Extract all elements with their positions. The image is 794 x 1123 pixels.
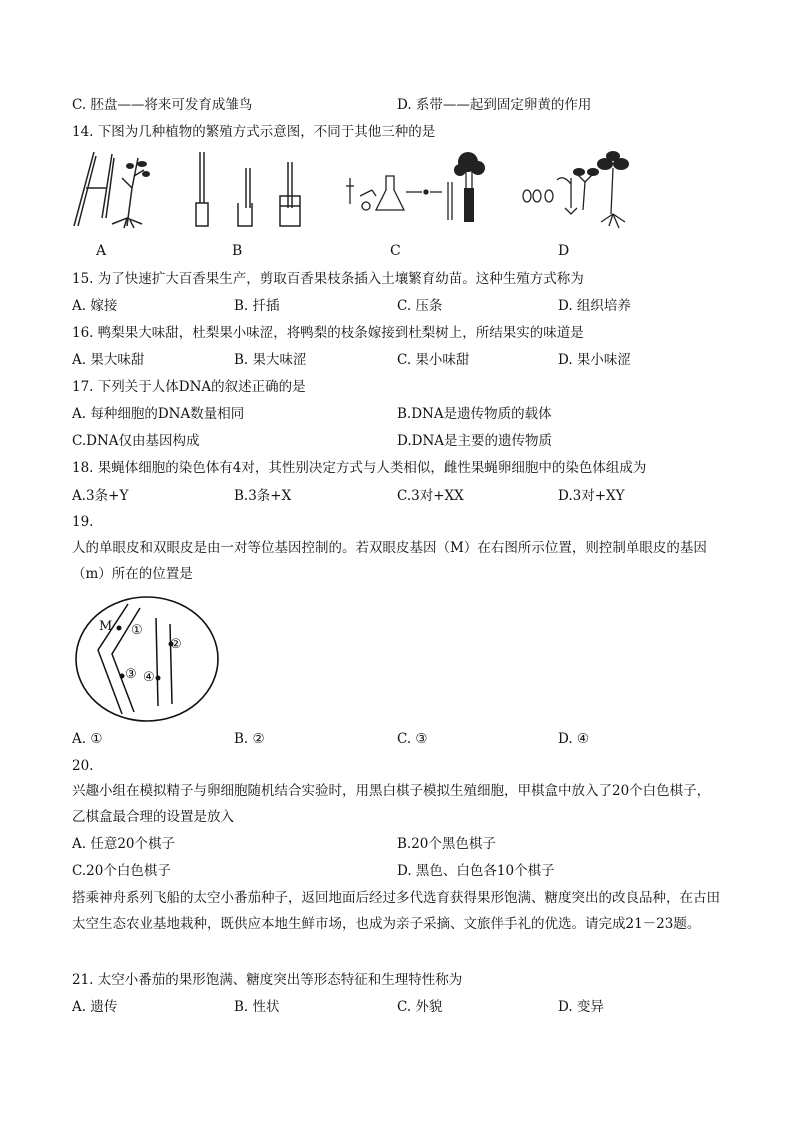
q21-option-b: B. 性状 [234, 999, 280, 1015]
q19-option-c: C. ③ [397, 731, 428, 747]
q14-figure-b [188, 148, 308, 230]
q16-stem: 16. 鸭梨果大味甜，杜梨果小味涩，将鸭梨的枝条嫁接到杜梨树上，所结果实的味道是 [72, 325, 584, 341]
q20-stem: 兴趣小组在模拟精子与卵细胞随机结合实验时，用黑白棋子模拟生殖细胞，甲棋盒中放入了20个白色棋子，乙棋盒最合理的设置是放入 [72, 783, 711, 825]
q19-position-4: ④ [143, 670, 155, 685]
q16-option-c: C. 果小味甜 [397, 352, 470, 368]
q21-option-d: D. 变异 [558, 999, 604, 1015]
q19-chromosome-figure [72, 594, 222, 724]
q16-option-b: B. 果大味涩 [234, 352, 307, 368]
q15-option-a: A. 嫁接 [72, 298, 118, 314]
q17-option-b: B.DNA是遗传物质的载体 [397, 406, 552, 422]
q14-figure-a [72, 148, 162, 230]
q18-stem: 18. 果蝇体细胞的染色体有4对，其性别决定方式与人类相似，雌性果蝇卵细胞中的染色体组成为 [72, 460, 647, 476]
passage: 搭乘神舟系列飞船的太空小番茄种子，返回地面后经过多代选育获得果形饱满、糖度突出的改良品种，在古田太空生态农业基地栽种，既供应本地生鲜市场，也成为亲子采摘、文旅伴手礼的优选。请完成21－23题。 [72, 890, 720, 932]
q21-stem: 21. 太空小番茄的果形饱满、糖度突出等形态特征和生理特性称为 [72, 972, 463, 988]
q20-option-c: C.20个白色棋子 [72, 863, 171, 879]
q18-option-d: D.3对+XY [558, 488, 625, 504]
q20-option-d: D. 黑色、白色各10个棋子 [397, 863, 555, 879]
q15-stem: 15. 为了快速扩大百香果生产，剪取百香果枝条插入土壤繁育幼苗。这种生殖方式称为 [72, 271, 584, 287]
q15-option-c: C. 压条 [397, 298, 443, 314]
q14-figure-c [342, 148, 492, 230]
q13-option-d: D. 系带——起到固定卵黄的作用 [397, 97, 592, 113]
q19-option-b: B. ② [234, 731, 265, 747]
q18-option-a: A.3条+Y [72, 488, 129, 504]
q20-number: 20. [72, 758, 94, 774]
q17-option-d: D.DNA是主要的遗传物质 [397, 433, 553, 449]
q19-gene-label: M [99, 619, 113, 634]
q21-option-c: C. 外貌 [397, 999, 443, 1015]
q19-number: 19. [72, 514, 94, 530]
q18-option-c: C.3对+XX [397, 488, 464, 504]
q17-stem: 17. 下列关于人体DNA的叙述正确的是 [72, 379, 306, 395]
q14-figure-d [515, 148, 645, 230]
q14-label-d: D [558, 243, 570, 259]
q19-position-2: ② [170, 637, 182, 652]
q16-option-a: A. 果大味甜 [72, 352, 145, 368]
q19-position-3: ③ [125, 667, 137, 682]
q19-stem: 人的单眼皮和双眼皮是由一对等位基因控制的。若双眼皮基因（M）在右图所示位置，则控制单眼皮的基因（m）所在的位置是 [72, 540, 707, 582]
q17-option-c: C.DNA仅由基因构成 [72, 433, 200, 449]
q21-option-a: A. 遗传 [72, 999, 118, 1015]
q19-option-d: D. ④ [558, 731, 590, 747]
q13-option-c: C. 胚盘——将来可发育成雏鸟 [72, 97, 253, 113]
q18-option-b: B.3条+X [234, 488, 292, 504]
q20-option-b: B.20个黑色棋子 [397, 836, 496, 852]
q19-option-a: A. ① [72, 731, 103, 747]
q14-label-c: C [390, 243, 401, 259]
q14-label-b: B [232, 243, 243, 259]
q16-option-d: D. 果小味涩 [558, 352, 631, 368]
q20-option-a: A. 任意20个棋子 [72, 836, 176, 852]
q14-stem: 14. 下图为几种植物的繁殖方式示意图，不同于其他三种的是 [72, 124, 436, 140]
q15-option-b: B. 扦插 [234, 298, 280, 314]
q14-label-a: A [96, 243, 107, 259]
q19-position-1: ① [131, 623, 143, 638]
q17-option-a: A. 每种细胞的DNA数量相同 [72, 406, 245, 422]
q15-option-d: D. 组织培养 [558, 298, 631, 314]
